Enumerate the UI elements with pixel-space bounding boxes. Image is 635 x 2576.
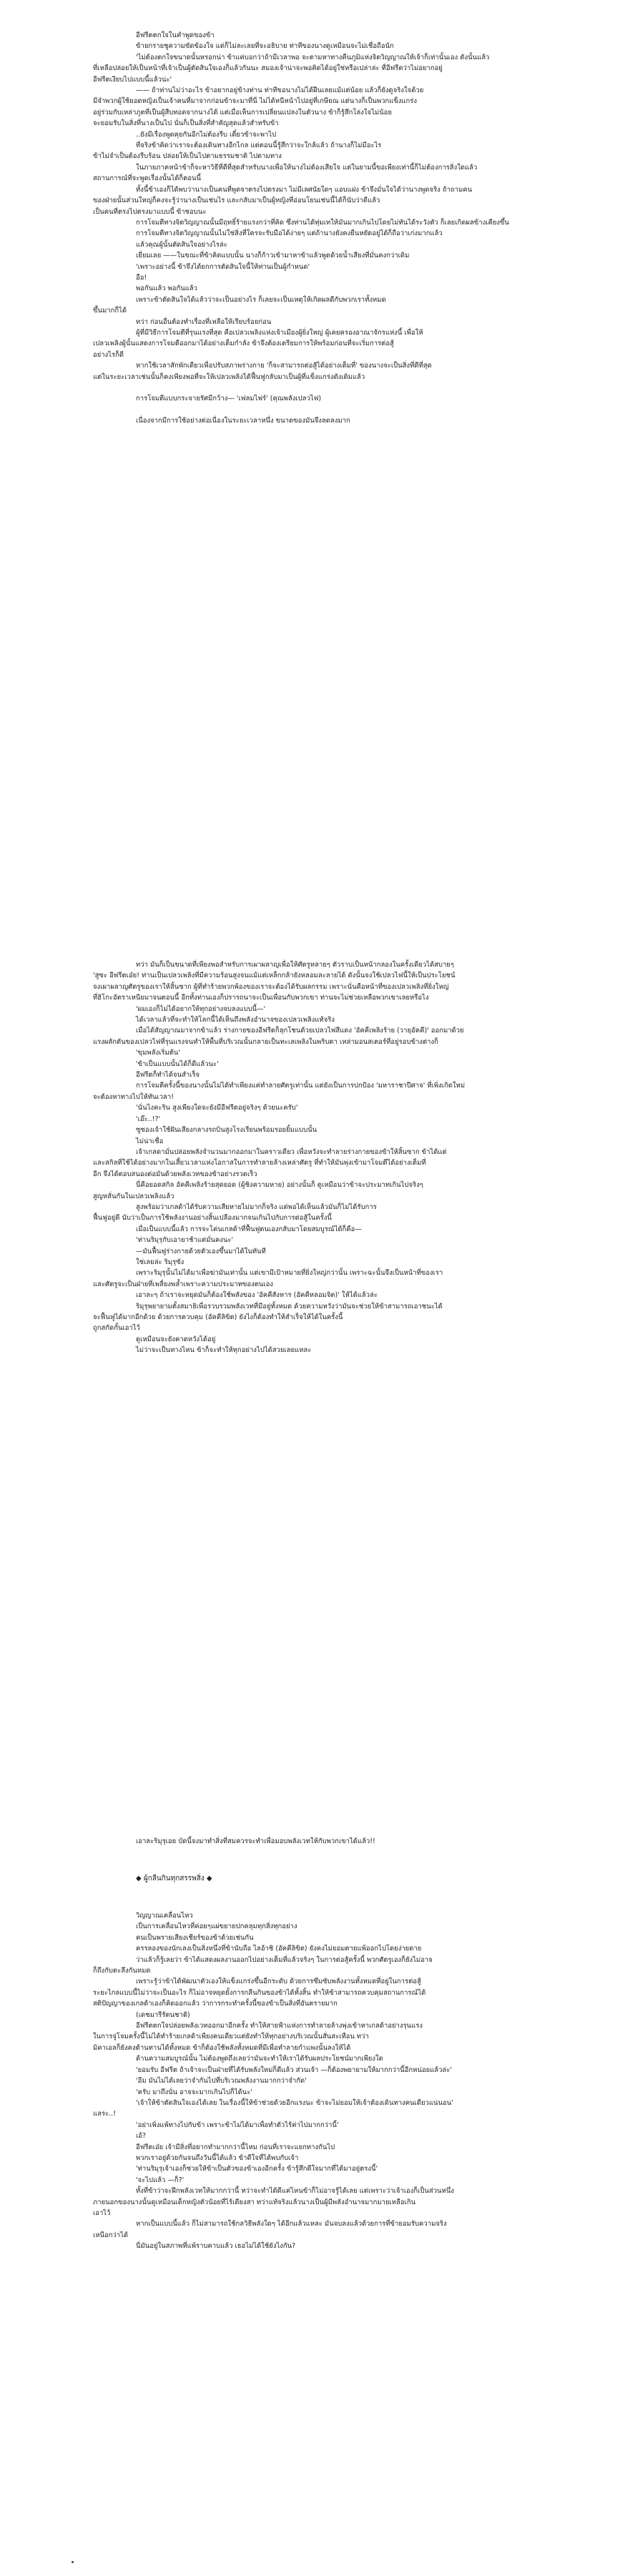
text-line: 'อืม มันไม่ได้เลยว่าจำกันไปที่บริเวณพลังงานมากกว่าจำกัด': [136, 2077, 307, 2086]
text-line: อย่างไรก็ดี: [93, 350, 124, 359]
text-line: 'ท่านริมุรุกับเอายาช้าแต่มั่นคงนะ': [136, 1236, 234, 1245]
text-line: อีฟรีตตกใจในคำพูดของข้า: [136, 31, 215, 39]
text-line: อีฟรีตตกใจปล่อยพลังเวทออกมาอีกครั้ง ทำให้สายฟ้าแห่งการทำลายล้างพุ่งเข้าหาเกลด้าอย่างรุนแรง: [136, 2022, 423, 2030]
text-line: ในการจู่โจมครั้งนี้ไม่ได้ทำร้ายเกลด้าเพียงคนเดียวแต่ยังทำให้ทุกอย่างบริเวณนั้นสั่นสะเทือน ทว่า: [93, 2033, 369, 2041]
text-line: เอาละๆ ถ้าเราจะหยุดมันก็ต้องใช้พลังของ 'อัคคีสังหาร (อัคคีหลอมจิต)' ให้ได้แล้วล่ะ: [136, 1291, 378, 1300]
text-line: ด้านความสมบูรณ์นั้น ไม่ต้องพูดถึงเลยว่ามันจะทำให้เราได้รับผลประโยชน์มากเพียงใด: [136, 2055, 383, 2063]
text-line: จะต้องหาทางไปให้ทันเวลา!: [93, 1092, 174, 1101]
text-line: ที่เหลือปล่อยให้เป็นหน้าที่เจ้าเป็นผู้ตัดสินใจเองก็แล้วกันนะ สมองเจ้าน่าจะพอคิดได้อยู่ใช่หรือเปล่าล่ะ ที่อีฟรีตว่าไม่อยากอยู่: [93, 64, 443, 73]
text-line: 'ท่านริมุรุเจ้าเองก็ช่วยให้ข้าเป็นตัวของข้าเองอีกครั้ง ข้ารู้สึกดีใจมากที่ได้มาอยู่ตรงนี้': [136, 2165, 378, 2173]
text-line: ใช่เลยล่ะ ริมุรุซัง: [136, 1258, 184, 1266]
text-line: พวกเราอยู่ด้วยกันจนถึงวันนี้ได้แล้ว ข้าดีใจที่ได้พบกับเจ้า: [136, 2153, 299, 2162]
section-heading: [93, 1873, 529, 1884]
text-line: ทว่า ก่อนอื่นต้องทำเรื่องที่เหลือให้เรียบร้อยก่อน: [136, 317, 272, 326]
text-line: ได้เวลาแล้วที่จะทำให้โลกนี้ได้เห็นถึงพลังอำนาจของเปลวเพลิงแท้จริง: [136, 1016, 335, 1025]
text-line: สติปัญญาของเกลด้าเองก็คิดออกแล้ว ว่าการกระทำครั้งนี้ของข้าเป็นสิ่งที่อันตรายมาก: [93, 2000, 338, 2008]
text-line: ไม่น่าเชื่อ: [136, 1137, 164, 1145]
text-line: เพราะริมุรุนั้นไม่ได้มาเพื่อฆ่ามันเท่านั้น แต่เขามีเป้าหมายที่ยิ่งใหญ่กว่านั้น เพราะฉะนั้นจึงเป็นหน้าที่ของเรา: [136, 1269, 443, 1278]
text-line: ภายนอกของนางนั้นดูเหมือนเด็กหญิงตัวน้อยที่ไร้เดียงสา ทว่าแท้จริงแล้วนางเป็นผู้มีพลังอำนาจมากมายเหลือเกิน: [93, 2198, 416, 2206]
text-line: ทั้งนี้ข้าเองก็ได้พบว่านางเป็นคนที่พูดจาตรงไปตรงมา ไม่มีเลศนัยใดๆ แอบแฝง ข้าจึงมั่นใจได้ว่านางพูดจริง ถ้าถามคน: [136, 185, 473, 194]
text-line: ที่ฮิโกะอัตราเหนียมาจนตอนนี้ อีกทั้งท่านเองก็ปรารถนาจะเป็นเพื่อนกับพวกเขา ท่านจะไม่ช่วยเหลือพวกเขาเลยหรือไง: [93, 994, 429, 1002]
text-block-5: [93, 1910, 529, 2252]
text-line: จงเผาผลาญศัตรูของเราให้สิ้นซาก ผู้ที่ทำร้ายพวกพ้องของเราจะต้องได้รับผลกรรม เพราะนั่นคือหน้าที่ของเปลวเพลิงที่ยิ่งใหญ่: [93, 982, 449, 991]
text-line: อีฟรีตเงียบไปแบบนี้แล้วน่ะ': [93, 75, 172, 84]
text-line: เหนือกว่าได้: [93, 2231, 129, 2239]
text-line: เป็นคนที่ตรงไปตรงมาแบบนี้ ข้าชอบนะ: [93, 207, 207, 216]
text-line: อือ!: [136, 273, 147, 282]
text-line: 'เจ้าให้ข้าตัดสินใจเองได้เลย ในเรื่องนี้ให้ข้าช่วยด้วยอีกแรงนะ ข้าจะไม่ยอมให้เจ้าต้องเดินทางคนเดียวแน่นอน': [136, 2098, 453, 2107]
end-mark: [72, 2561, 74, 2563]
text-line: 'อย่าเพิ่งแพ้ทางไปกับข้า เพราะข้าไม่ได้มาเพื่อทำตัวไร้ค่าไปมากกว่านี้': [136, 2121, 339, 2129]
text-line: เอ้?: [136, 2132, 146, 2141]
text-line: ซูซองเจ้าใช้ฝันเสียงกลางรถบินสูงโรงเรียนพร้อมรอยยิ้มแบบนั้น: [136, 1126, 318, 1135]
text-line: อีฟรีตก็ทำได้จนสำเร็จ: [136, 1071, 200, 1080]
text-line: ว่าแล้วก็รู้เลยว่า ข้าได้แสดงผลงานออกไปอย่างเต็มที่แล้วจริงๆ ในการต่อสู้ครั้งนี้ พวกศัตรูเองก็ยังไม่อาจ: [136, 1955, 433, 1964]
text-line: มีจำพวกผู้ใช้ยอดหญิงเป็นเจ้าคนที่มาจากก่อนข้าจะมาที่นี่ ไม่ได้หนีหน้าไปอยู่ที่เกษียณ แต่นางก็เป็นพวกแข็งแกร่ง: [93, 97, 418, 106]
text-line: เพราะรู้ว่าข้าได้พัฒนาตัวเองให้แข็งแกร่งขึ้นอีกระดับ ด้วยการซึมซับพลังงานทั้งหมดที่อยู่ในการต่อสู้: [136, 1978, 421, 1986]
text-line: อีฟรีตเอ๋ย เจ้ามีสิ่งที่อยากทำมากกว่านี้ไหม ก่อนที่เราจะแยกทางกันไป: [136, 2143, 335, 2151]
text-line: เมื่อเป็นแบบนี้แล้ว การจะโค่นเกลด้าที่ฟื้นฟูตนเองกลับมาโดยสมบูรณ์ได้ก็คือ—: [136, 1225, 362, 1233]
text-line: 'ผมเองก็ไม่ได้อยากให้ทุกอย่างจบลงแบบนี้—': [136, 1005, 266, 1013]
text-line: อยู่ร่วมกับเหล่าภูตที่เป็นผู้สืบทอดจากนางได้ แต่เมื่อเห็นการเปลี่ยนแปลงในตัวนาง ข้าก็รู้สึกโล่งใจไม่น้อย: [93, 108, 392, 117]
text-line: คนเป็นพรายเสียงเชียร์ของข้าด้วยเช่นกัน: [136, 1933, 254, 1942]
text-line: แรงผลักดันของเปลวไฟที่รุนแรงจนทำให้พื้นที่บริเวณนั้นกลายเป็นทะเลเพลิงในพริบตา เหล่ามอนสเตอร์ที่อยู่รอบข้างต่างก็: [93, 1037, 438, 1046]
text-line: ถูกสกัดกั้นเอาไว้: [93, 1324, 140, 1333]
text-block-3: [93, 1836, 529, 1847]
text-line: การโจมตีครั้งนี้ของนางนั้นไม่ได้ทำเพียงแค่ทำลายศัตรูเท่านั้น แต่ยังเป็นการปกป้อง 'มหาราชาปีศาจ' ที่เพิ่งเกิดใหม่: [136, 1082, 466, 1090]
text-line: เมื่อได้สัญญาณมาจากข้าแล้ว ร่างกายของอีฟรีตก็ลุกโชนด้วยเปลวไฟสีแดง 'อัคคีเพลิงร้าย (วายุอัคคี)' ออกมาด้วย: [136, 1027, 464, 1035]
text-line: 'ขุมพลังเริ่มต้น': [136, 1049, 180, 1057]
text-line: นี่คือยอดสกิล อัคคีเพลิงร้ายสุดยอด (ผู้ชิงความหาย) อย่างนั้นก็ ดูเหมือนว่าข้าจะประมาทเกินไปจริงๆ: [136, 1181, 423, 1190]
text-line: เอาไว้: [93, 2209, 111, 2217]
text-line: ข้าไม่จำเป็นต้องรีบร้อน ปล่อยให้เป็นไปตามธรรมชาติ ไปตามทาง: [93, 152, 282, 161]
text-line: ในภายภาคหน้าข้าก็จะหาวิธีที่ดีที่สุดสำหรับนางเพื่อให้นางไม่ต้องเสียใจ แต่ในยามนี้ขอเพียงเท่านี้ก็ไม่ต้องการสิ่งใดแล้ว: [136, 163, 478, 172]
text-line: สูงพร้อมว่าเกลด้าได้รับความเสียหายไม่มากก็จริง แต่พอได้เห็นแล้วมันก็ไม่ได้รับการ: [136, 1203, 377, 1211]
text-line: ริมุรุพยายามตั้งสมาธิเพื่อรวบรวมพลังเวทที่มีอยู่ทั้งหมด ด้วยความหวังว่ามันจะช่วยให้ข้าสามารถเอาชนะได้: [136, 1302, 443, 1311]
text-line: หากใช้เวลาสักพักเดียวเพื่อปรับสภาพร่างกาย 'ก็จะสามารถต่อสู้ได้อย่างเต็มที่' ของนางจะเป็นสิ่งที่ดีที่สุด: [136, 362, 432, 370]
text-line: ขึ้นมากก็ได้: [93, 307, 127, 315]
text-line: ทว่า มันก็เป็นขนาดที่เพียงพอสำหรับการเผาผลาญเพื่อให้ศัตรูหลายๆ ตัวราบเป็นหน้ากลองในครั้งเดียวได้สบายๆ: [136, 961, 454, 969]
text-line: สูญหลั่นกันในเปลวเพลิงแล้ว: [93, 1192, 174, 1200]
text-line: มิคาเอลก็ยังคงต้านทานได้ทั้งหมด ข้าก็ต้องใช้พลังทั้งหมดที่มีเพื่อทำลายกำแพงนั้นลงให้ได้: [93, 2043, 351, 2052]
text-line: ฟื้นฟูอยู่ดี นับว่าเป็นการใช้พลังงานอย่างสิ้นเปลืองมากจนเกินไปกับการต่อสู้ในครั้งนี้: [93, 1214, 332, 1223]
text-line: ไม่ว่าจะเป็นทางไหน ข้าก็จะทำให้ทุกอย่างไปได้สวยเลยแหละ: [136, 1346, 312, 1355]
text-line: แต่ในระยะเวลาเช่นนั้นก็คงเพียงพอที่จะให้เปลวเพลิงได้ฟื้นฟูกลับมาเป็นผู้ที่แข็งแกร่งดังเดิมแล้ว: [93, 372, 365, 381]
text-line: [93, 383, 529, 393]
text-line: เปลวเพลิงผู้นั้นแสดงการโจมตีออกมาได้อย่างเต็มกำลัง ข้าจึงต้องเตรียมการให้พร้อมก่อนที่จะเริ่มการต่อสู้: [93, 340, 394, 348]
text-line: วิญญาณเคลื่อนไหว: [136, 1912, 193, 1920]
text-line: ครรลองของนักเลงเป็นสิ่งหนึ่งที่ข้านับถือ ไลอ้าชิ (อัคคีลิขิต) ยังคงไม่ยอมตายแพ้ออกไปโดยง่ายดาย: [136, 1945, 422, 1953]
text-line: 'ไม่ต้องตกใจขนาดนั้นหรอกน่า ข้าแค่บอกว่าถ้ามีเวลาพอ จะตามหาทางคืนภูมิแห่งจิตวิญญาณให้เจ้าก็เท่านั้นเอง ดังนั้นแล้ว: [136, 53, 490, 61]
text-block-1: [93, 30, 529, 427]
text-line: 'สูซะ อีฟรีตเอ๋ย! ท่านเป็นเปลวเพลิงที่มีความร้อนสูงจนแม้แต่เหล็กกล้ายังหลอมละลายได้ ดังนั้นจงใช้เปลวไฟนี้ให้เป็นประโยชน์: [93, 972, 456, 980]
text-line: [93, 405, 529, 415]
text-line: อีก จึงได้ตอบสนองต่อมันด้วยพลังเวทของข้าอย่างรวดเร็ว: [93, 1170, 257, 1178]
text-line: สถานการณ์ที่จะพูดเรื่องนั้นได้ก็ตอนนี้: [93, 174, 201, 183]
text-line: แล้วคุณผู้นั้นตัดสินใจอย่างไรล่ะ: [136, 240, 227, 249]
text-line: นี่มันอยู่ในสภาพที่แพ้ราบคาบแล้ว เธอไม่ได้ใช้ยังไงกัน?: [136, 2242, 296, 2251]
text-block-2: [93, 959, 529, 1356]
text-line: (เดชมารีรัตนชาติ): [136, 2010, 190, 2019]
text-line: 'ครับ มาถึงนั่น อาจจะมากเกินไปก็ได้นะ': [136, 2088, 252, 2096]
text-line: 'เพราะอย่างนี้ ข้าจึงได้ยกการตัดสินใจนี้ให้ท่านเป็นผู้กำหนด': [136, 262, 310, 271]
text-line: ◆ ผู้กลืนกินทุกสรรพสิ่ง ◆: [136, 1875, 212, 1882]
text-line: เยี่ยมเลย ——ในขณะที่ข้าคิดแบบนั้น นางก็ก้าวเข้ามาหาข้าแล้วพูดด้วยน้ำเสียงที่มั่นคงกว่าเดิม: [136, 252, 410, 260]
text-line: ข้ายกรายชูความขัดข้องใจ แต่ก็ไม่ละเลยที่จะอธิบาย ท่าทีของนางดูเหมือนจะไม่เชื่อถือนัก: [136, 42, 394, 51]
text-line: เอาละริมุรุเอย บัดนี้จงมาทำสิ่งที่สมควรจะทำเพื่อมอบพลังเวทให้กับพวกเขาได้แล้ว!!: [136, 1837, 375, 1845]
text-line: เนื่องจากมีการใช้อย่างต่อเนื่องในระยะเวลาหนึ่ง ขนาดของมันจึงลดลงมาก: [136, 417, 350, 425]
text-line: จะยอมรับในสิ่งที่นางเป็นไป นั่นก็เป็นสิ่งที่สำคัญสุดแล้วสำหรับข้า: [93, 119, 279, 128]
text-line: ระยะไกลแบบนี้ไม่ว่าจะเป็นอะไร ก็ไม่อาจหยุดยั้งการกลืนกินของข้าได้ทั้งสิ้น ทำให้ข้าสามารถควบคุมสถานการณ์ได้: [93, 1988, 426, 1997]
text-line: ของฝ่ายนั้นส่วนใหญ่ก็คงจะรู้ว่านางเป็นเช่นไร และกลับมาเป็นผู้หญิงที่อ่อนโยนเช่นนี้ได้ก็นับว่าดีแล้ว: [93, 197, 380, 205]
text-line: ผู้ที่มีวิธีการโจมตีที่รุนแรงที่สุด คือเปลวเพลิงแห่งเจ้าเมืองผู้ยิ่งใหญ่ ผู้เคยครองอาณาจักรแห่งนี้ เพื่อให้: [136, 328, 423, 337]
text-line: ..ยังมีเรื่องพูดคุยกันอีกไม่ต้องรีบ เดี๋ยวข้าจะพาไป: [136, 130, 277, 139]
text-line: 'ยอมรับ อีฟรีต ถ้าเจ้าจะเป็นฝ่ายที่ได้รับพลังใหม่ก็ดีแล้ว ส่วนเจ้า —ก็ต้องพยายามให้มากกว่านี้อีกหน่อยแล้วล่ะ': [136, 2066, 452, 2074]
text-line: ดูเหมือนจะยังคาดหวังได้อยู่: [136, 1335, 216, 1343]
text-line: เป็นการเคลื่อนไหวที่ค่อยๆแผ่ขยายปกคลุมทุกสิ่งทุกอย่าง: [136, 1923, 297, 1931]
text-line: —— ถ้าท่านไม่ว่าอะไร ข้าอยากอยู่ข้างท่าน ท่าทีขอนางไม่ได้ฝืนเลยแม้แต่น้อย แล้วก็ยังดูจริงใจด้วย: [136, 87, 424, 95]
text-line: ทั้งที่ข้าว่าจะฝึกพลังเวทให้มากกว่านี้ ทว่าจะทำได้ดีแค่ไหนข้าก็ไม่อาจรู้ได้เลย แต่เพราะว่าเจ้าเองก็เป็นส่วนหนึ่ง: [136, 2187, 454, 2196]
text-line: หากเป็นแบบนี้แล้ว ก็ไม่สามารถใช้กลวิธีพลังใดๆ ได้อีกแล้วแหละ มันจบลงแล้วด้วยการที่ข้ายอมรับความจริง: [136, 2220, 447, 2229]
text-line: และสกิลที่ใช้ได้อย่างมากในเสี้ยวเวลาแห่งโอกาสในการทำลายล้างเหล่าศัตรู ที่ทำให้มันพุ่งเข้ามาโจมตีได้อย่างเต็มที่: [93, 1159, 426, 1168]
text-line: แลระ..!: [93, 2110, 116, 2118]
text-line: 'นั่นไงคะริน สูงเพียงใดจะยังมีอีฟรีตอยู่จริงๆ ด้วยนะครับ': [136, 1104, 298, 1112]
text-line: 'จะไปแล้ว —ก็?': [136, 2176, 184, 2184]
text-line: การโจมตีทางจิตวิญญาณนั้นไม่ใช่สิ่งที่ใครจะรับมือได้ง่ายๆ แต่ถ้านางยังคงยืนหยัดอยู่ได้ก็ถือว่าเก่งมากแล้ว: [136, 230, 443, 238]
text-line: 'เอ๊ะ..!?': [136, 1115, 161, 1123]
text-line: ที่จริงข้าคิดว่าเราจะต้องเดินทางอีกไกล แต่ตอนนี้รู้สึกว่าจะใกล้แล้ว ถ้านางก็ไม่มีอะไร: [136, 142, 382, 150]
text-line: ก็ถึงกับตะลึงกันหมด: [93, 1967, 151, 1975]
text-line: เพราะข้าตัดสินใจได้แล้วว่าจะเป็นอย่างไร ก็เลยจะเป็นเหตุให้เกิดผลดีกับพวกเราทั้งหมด: [136, 295, 386, 304]
text-line: และศัตรูจะเป็นฝ่ายที่เพลี่ยงพล้ำเพราะความประมาทของตนเอง: [93, 1280, 273, 1288]
text-line: พอกันแล้ว พอกันแล้ว: [136, 285, 198, 293]
text-line: 'ข้าเป็นแบบนั้นได้ก็ดีแล้วนะ': [136, 1060, 219, 1068]
text-line: —มันฟื้นฟูร่างกายด้วยตัวเองขึ้นมาได้ในทันที: [136, 1247, 266, 1255]
text-line: จะฟื้นฟูได้มากอีกด้วย ด้วยการควบคุม (อัคคีลิขิต) ยังไงก็ต้องทำให้สำเร็จให้ได้ในครั้งนี้: [93, 1313, 343, 1321]
text-line: การโจมตีแบบกระจายรัศมีกว้าง— 'เฟลมไฟร์' (คุณพลังเปลวไฟ): [136, 395, 322, 403]
text-line: เจ้าเกลดามั่นปล่อยพลังจำนวนมากออกมาในคราวเดียว เพื่อหวังจะทำลายร่างกายของข้าให้สิ้นซาก ข้าได้แต่: [136, 1148, 447, 1156]
text-line: การโจมตีทางจิตวิญญาณนั้นมีฤทธิ์ร้ายแรงกว่าที่คิด ซึ่งท่านได้ทุ่มเทให้มันมากเกินไปโดยไม่ทันได้ระวังตัว ก็เลยเกิดผลข้างเคียงขึ้น: [136, 218, 510, 227]
